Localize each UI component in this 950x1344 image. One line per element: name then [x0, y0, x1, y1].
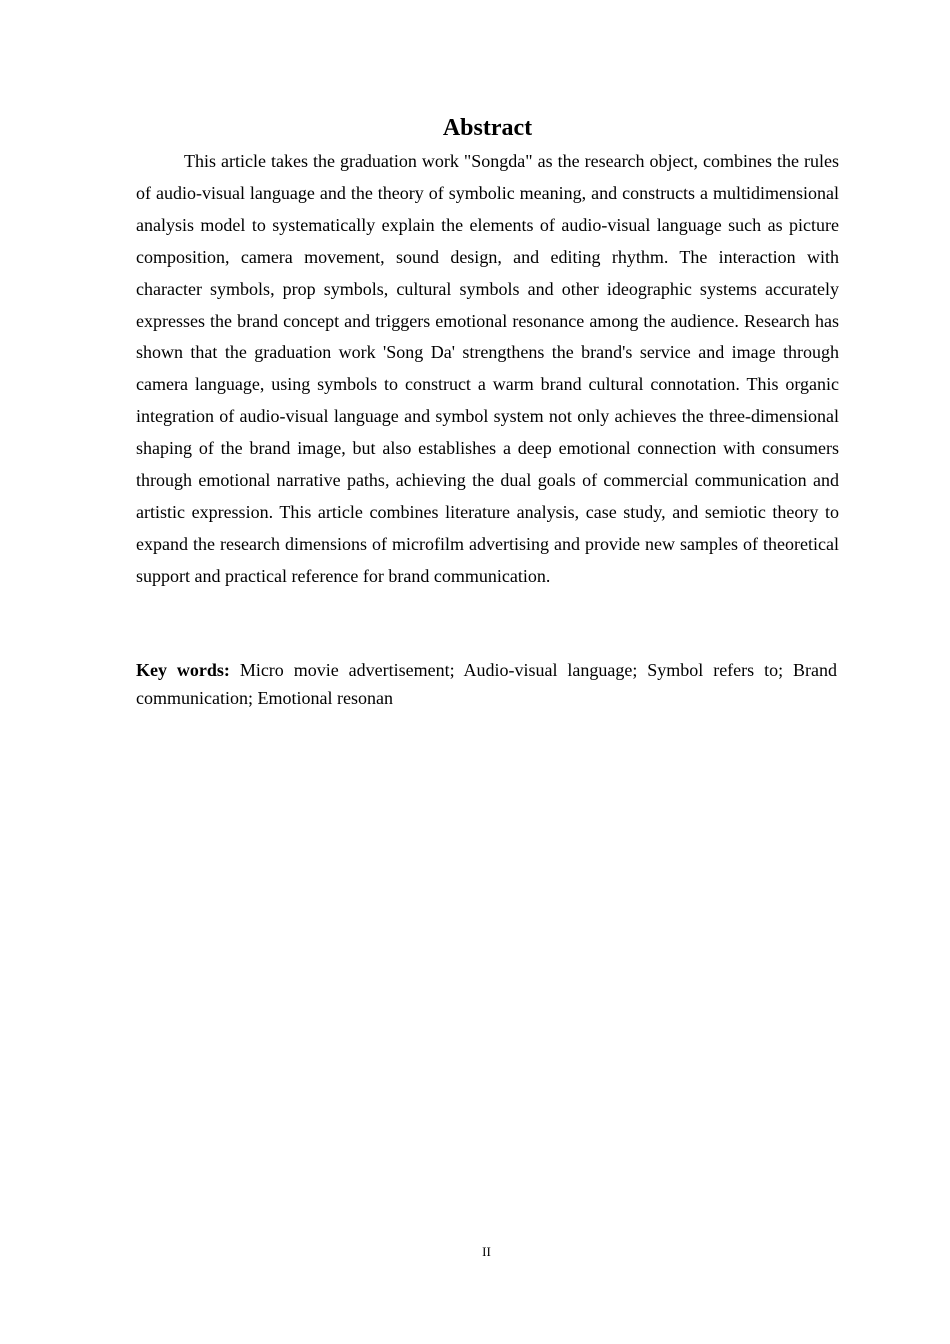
keywords-text: Micro movie advertisement; Audio-visual language; Symbol refers to; Brand communication; Emotional resonan: [136, 660, 837, 708]
abstract-paragraph: This article takes the graduation work "Songda" as the research object, combines the rules of audio-visual language and the theory of symbolic meaning, and constructs a multidimensional analysis model to systematically explain the elements of audio-visual language such as picture composition, camera movement, sound design, and editing rhythm. The interaction with character symbols, prop symbols, cultural symbols and other ideographic systems accurately expresses the brand concept and triggers emotional resonance among the audience. Research has shown that the graduation work 'Song Da' strengthens the brand's service and image through camera language, using symbols to construct a warm brand cultural connotation. This organic integration of audio-visual language and symbol system not only achieves the three-dimensional shaping of the brand image, but also establishes a deep emotional connection with consumers through emotional narrative paths, achieving the dual goals of commercial communication and artistic expression. This article combines literature analysis, case study, and semiotic theory to expand the research dimensions of microfilm advertising and provide new samples of theoretical support and practical reference for brand communication.: [136, 151, 839, 586]
keywords-label: Key words:: [136, 660, 230, 680]
page-title: Abstract: [442, 115, 533, 141]
page-number: II: [482, 1244, 491, 1259]
keywords-paragraph: [136, 656, 837, 712]
